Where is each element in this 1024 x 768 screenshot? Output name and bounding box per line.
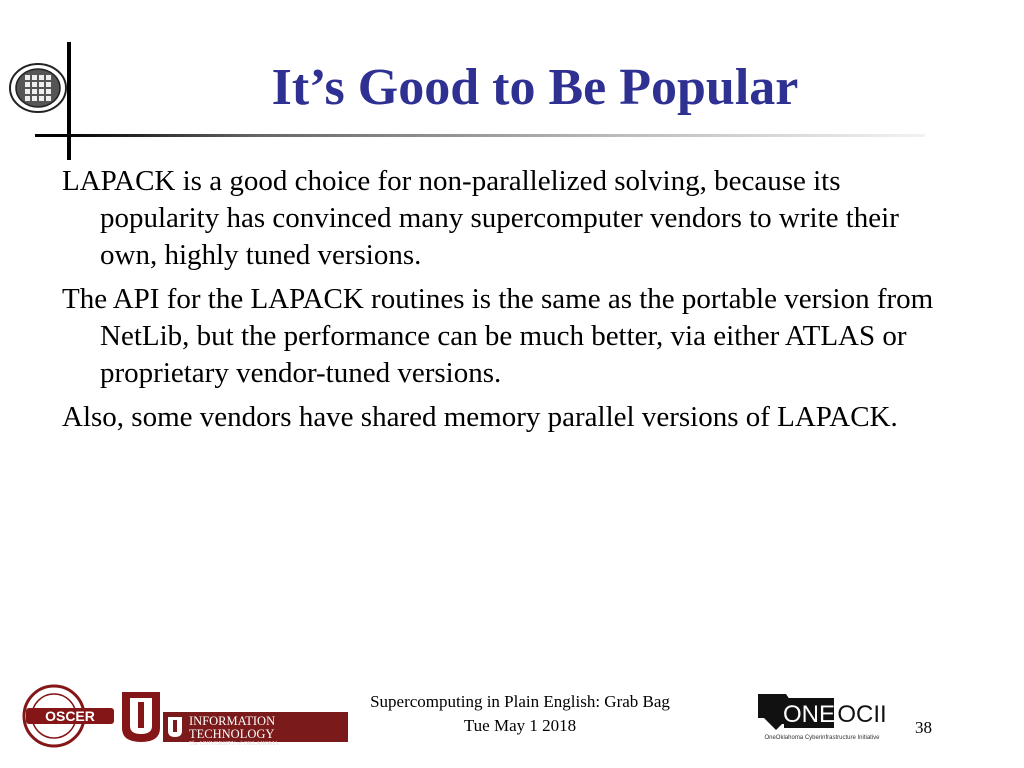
information-technology-logo	[163, 712, 348, 747]
oneocii-tagline: OneOklahoma Cyberinfrastructure Initiative	[764, 735, 880, 741]
it-logo-subtext: The UNIVERSITY of OKLAHOMA	[189, 741, 279, 747]
slide-title: It’s Good to Be Popular	[271, 59, 799, 116]
oneocii-one-text: ONE	[782, 701, 836, 728]
ou-logo-icon	[118, 688, 164, 746]
oscer-logo-text: OSCER	[45, 708, 95, 724]
body-paragraph: LAPACK is a good choice for non-parallelized solving, because its popularity has convinced many supercomputer vendors to write their own, highly tuned versions.	[62, 165, 899, 271]
slide-footer	[330, 690, 710, 738]
oscer-logo-icon	[22, 684, 118, 748]
footer-course-title: Supercomputing in Plain English: Grab Bag	[370, 692, 670, 711]
body-paragraph: Also, some vendors have shared memory parallel versions of LAPACK.	[62, 401, 898, 433]
page-number: 38	[915, 718, 932, 737]
body-paragraph: The API for the LAPACK routines is the same as the portable version from NetLib, but the performance can be much better, via either ATLAS or proprietary vendor-tuned versions.	[62, 283, 934, 389]
oneocii-logo-icon	[756, 690, 890, 742]
footer-date: Tue May 1 2018	[463, 716, 577, 735]
oneocii-ocii-text: OCII	[837, 701, 887, 728]
decorative-horizontal-rule	[35, 134, 925, 137]
slide-body	[62, 163, 962, 443]
ou-mini-logo-icon	[166, 715, 184, 739]
supercomputer-logo-icon	[8, 62, 68, 114]
it-logo-text: INFORMATION TECHNOLOGY	[189, 714, 276, 741]
